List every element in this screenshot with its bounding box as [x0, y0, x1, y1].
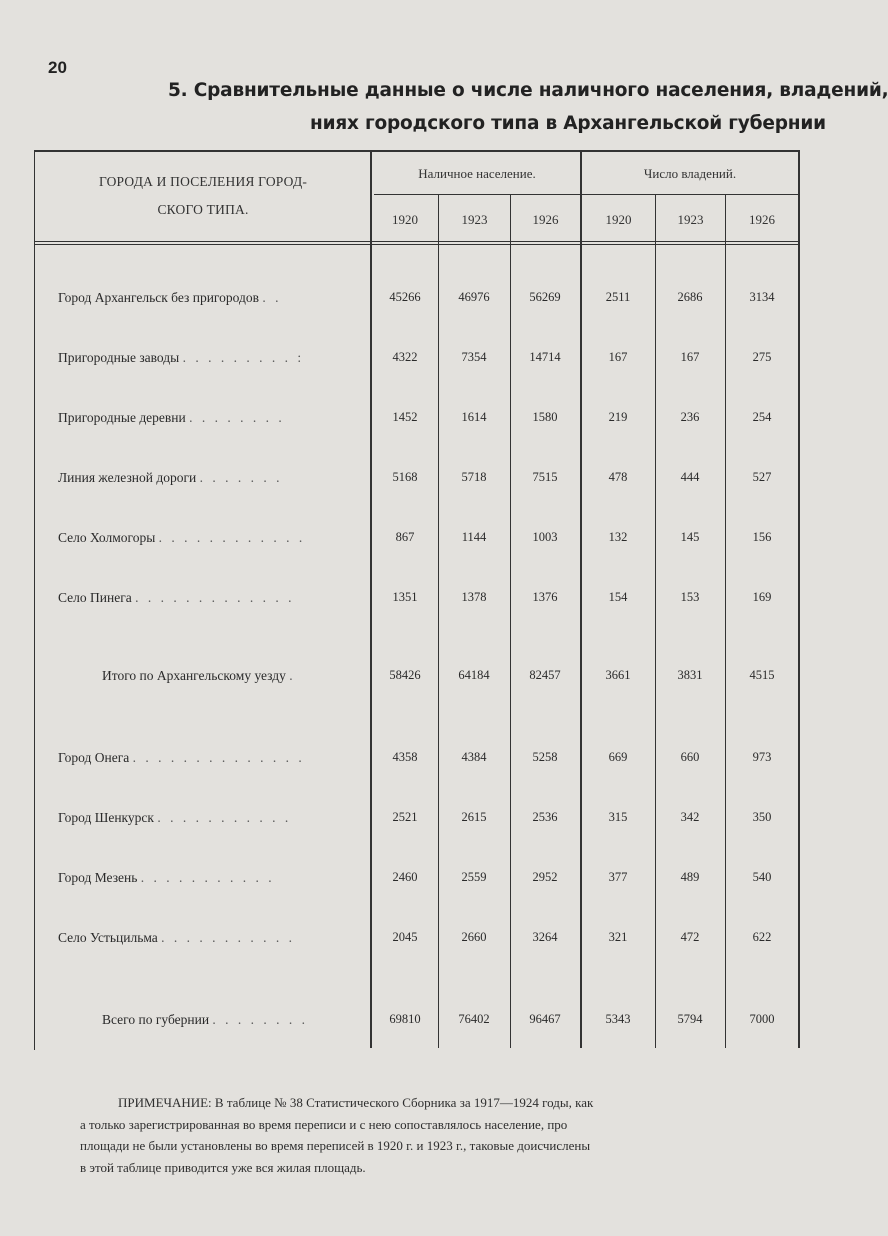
year-header: 1923 [677, 212, 704, 227]
table-cell: 2536 [532, 810, 558, 824]
leader-dots: . . . . . . . . . : [182, 350, 305, 365]
row-label [102, 1012, 368, 1028]
header-bottom-rule-2 [34, 244, 800, 245]
table-cell: 2615 [461, 810, 487, 824]
table-cell: 472 [680, 930, 700, 944]
row-label-text: Пригородные заводы [58, 350, 180, 365]
row-label [102, 668, 368, 684]
leader-dots: . . . . . . . . . . . [157, 810, 292, 825]
table-cell: 321 [608, 930, 628, 944]
table-cell: 3661 [605, 668, 631, 682]
table-cell: 4515 [749, 668, 775, 682]
table-cell: 3264 [532, 930, 558, 944]
table-row [34, 930, 800, 952]
table-cell: 58426 [389, 668, 421, 682]
table-row [34, 350, 800, 372]
table-cell: 96467 [529, 1012, 561, 1026]
stub-header-line2: СКОГО ТИПА. [157, 202, 249, 217]
footnote-line: в этой таблице приводится уже вся жилая площадь. [80, 1159, 366, 1175]
stub-header [34, 168, 372, 224]
table-cell: 4358 [392, 750, 418, 764]
row-label [58, 410, 368, 426]
leader-dots: . . . . . . . . . . . . . [135, 590, 295, 605]
table-cell: 973 [752, 750, 772, 764]
stub-header-line1: ГОРОДА И ПОСЕЛЕНИЯ ГОРОД- [98, 174, 308, 189]
row-label-text: Пригородные деревни [58, 410, 186, 425]
table-cell: 478 [608, 470, 628, 484]
statistics-table [34, 150, 800, 1050]
table-row [34, 470, 800, 492]
leader-dots: . . . . . . . . [212, 1012, 309, 1027]
table-cell: 342 [680, 810, 700, 824]
table-cell: 377 [608, 870, 628, 884]
table-cell: 1376 [532, 590, 558, 604]
table-cell: 275 [752, 350, 772, 364]
table-cell: 3831 [677, 668, 703, 682]
table-cell: 444 [680, 470, 700, 484]
leader-dots: . [289, 668, 296, 683]
table-cell: 5168 [392, 470, 418, 484]
table-row [34, 530, 800, 552]
row-label-text: Село Холмогоры [58, 530, 156, 545]
year-header: 1926 [532, 212, 559, 227]
col-rule-1 [438, 195, 439, 1048]
table-cell: 2460 [392, 870, 418, 884]
leader-dots: . . . . . . . . [189, 410, 285, 425]
year-header: 1920 [392, 212, 418, 227]
table-cell: 3134 [749, 290, 775, 304]
table-row [34, 870, 800, 892]
leader-dots: . . . . . . . . . . . . [158, 530, 306, 545]
table-cell: 540 [752, 870, 772, 884]
table-cell: 153 [680, 590, 700, 604]
table-cell: 2952 [532, 870, 558, 884]
year-header: 1920 [605, 212, 632, 227]
table-cell: 1452 [392, 410, 418, 424]
footnote-line: а только зарегистрированная во время переписи и с нею сопоставлялось население, про [80, 1116, 568, 1132]
col-rule-5 [725, 195, 726, 1048]
table-cell: 1351 [392, 590, 418, 604]
row-label [58, 470, 368, 486]
table-cell: 132 [608, 530, 628, 544]
footnote-line: ПРИМЕЧАНИЕ: В таблице № 38 Статистического Сборника за 1917—1924 годы, как [118, 1095, 594, 1110]
row-label [58, 350, 368, 366]
table-cell: 76402 [458, 1012, 490, 1026]
row-label-text: Город Онега [58, 750, 130, 765]
table-row [34, 590, 800, 612]
row-label-text: Всего по губернии [102, 1012, 210, 1027]
table-total-row [34, 668, 800, 690]
table-cell: 350 [752, 810, 772, 824]
table-cell: 7000 [749, 1012, 775, 1026]
leader-dots: . . . . . . . . . . . [140, 870, 275, 885]
table-row [34, 410, 800, 432]
table-title-line1: 5. Сравнительные данные о числе наличного населения, владений, [168, 80, 888, 101]
table-cell: 315 [608, 810, 628, 824]
table-cell: 5794 [677, 1012, 703, 1026]
table-cell: 145 [680, 530, 700, 544]
table-cell: 2511 [605, 290, 631, 304]
table-cell: 867 [395, 530, 415, 544]
leader-dots: . . . . . . . [199, 470, 283, 485]
table-cell: 64184 [458, 668, 490, 682]
year-header: 1923 [461, 212, 488, 227]
table-cell: 527 [752, 470, 772, 484]
top-rule [34, 150, 800, 152]
row-label-text: Село Устьцильма [58, 930, 158, 945]
table-cell: 489 [680, 870, 700, 884]
col-rule-2 [510, 195, 511, 1048]
table-cell: 1580 [532, 410, 558, 424]
table-row [34, 750, 800, 772]
table-cell: 1144 [461, 530, 487, 544]
table-cell: 7515 [532, 470, 558, 484]
footnote-line: площади не были установлены во время переписей в 1920 г. и 1923 г., таковые доисчислены [80, 1138, 591, 1153]
table-cell: 2521 [392, 810, 418, 824]
table-cell: 69810 [389, 1012, 421, 1026]
page-number: 20 [48, 58, 67, 77]
table-cell: 167 [608, 350, 628, 364]
leader-dots: . . . . . . . . . . . . . . [132, 750, 305, 765]
table-row [34, 290, 800, 312]
table-title-line2: ниях городского типа в Архангельской губернии [310, 113, 826, 134]
table-cell: 2686 [677, 290, 703, 304]
table-cell: 2660 [461, 930, 487, 944]
leader-dots: . . . . . . . . . . . [161, 930, 296, 945]
table-cell: 2559 [461, 870, 487, 884]
row-label [58, 290, 368, 306]
table-cell: 167 [680, 350, 700, 364]
table-cell: 219 [608, 410, 628, 424]
table-cell: 82457 [529, 668, 561, 682]
table-cell: 45266 [389, 290, 421, 304]
table-cell: 4384 [461, 750, 487, 764]
group-header-holdings: Число владений. [643, 166, 737, 181]
table-total-row [34, 1012, 800, 1034]
table-cell: 56269 [529, 290, 561, 304]
table-cell: 169 [752, 590, 772, 604]
footnote [80, 1092, 794, 1178]
table-cell: 7354 [461, 350, 487, 364]
year-header: 1926 [749, 212, 775, 227]
table-cell: 1614 [461, 410, 487, 424]
row-label-text: Город Архангельск без пригородов [58, 290, 259, 305]
table-cell: 660 [680, 750, 700, 764]
row-label-text: Город Шенкурск [58, 810, 154, 825]
table-cell: 669 [608, 750, 628, 764]
row-label-text: Село Пинега [58, 590, 132, 605]
table-cell: 5343 [605, 1012, 631, 1026]
row-label-text: Линия железной дороги [58, 470, 197, 485]
table-cell: 46976 [458, 290, 490, 304]
leader-dots: . . [262, 290, 282, 305]
table-cell: 236 [680, 410, 700, 424]
row-label [58, 750, 368, 766]
group-header-population: Наличное население. [418, 166, 536, 181]
header-bottom-rule [34, 241, 800, 242]
col-rule-4 [655, 195, 656, 1048]
row-label [58, 930, 368, 946]
table-cell: 622 [752, 930, 772, 944]
row-label [58, 590, 368, 606]
table-cell: 1378 [461, 590, 487, 604]
table-cell: 4322 [392, 350, 418, 364]
table-cell: 1003 [532, 530, 558, 544]
table-cell: 154 [608, 590, 628, 604]
row-label [58, 530, 368, 546]
table-cell: 5718 [461, 470, 487, 484]
table-cell: 5258 [532, 750, 558, 764]
table-cell: 156 [752, 530, 772, 544]
row-label-text: Город Мезень [58, 870, 138, 885]
row-label [58, 810, 368, 826]
table-cell: 2045 [392, 930, 418, 944]
table-row [34, 810, 800, 832]
row-label [58, 870, 368, 886]
table-cell: 254 [752, 410, 772, 424]
row-label-text: Итого по Архангельскому уезду [102, 668, 286, 683]
table-cell: 14714 [529, 350, 561, 364]
